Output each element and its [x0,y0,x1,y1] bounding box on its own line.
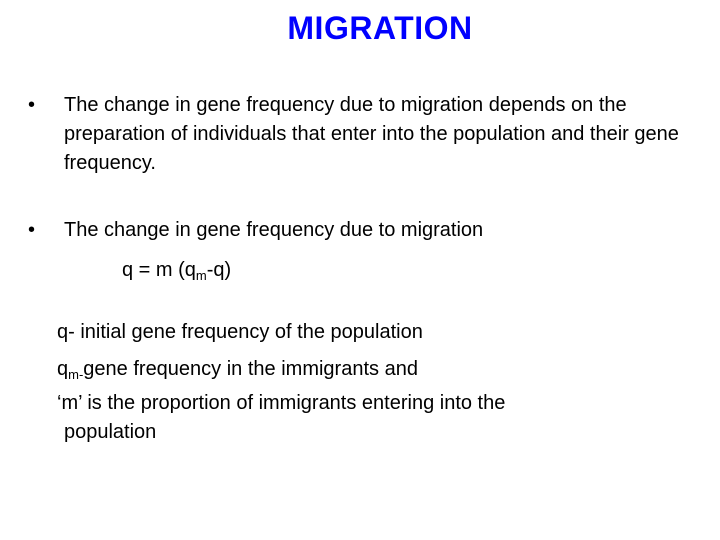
formula-prefix: q = m (q [122,259,196,281]
bullet-1-marker: • [28,94,36,116]
qm-symbol: q [57,358,69,380]
slide-title: MIGRATION [287,10,473,46]
definition-q: q- initial gene frequency of the population [57,321,423,343]
bullet-2-marker: • [28,219,36,241]
formula-suffix: -q) [206,259,232,281]
bullet-1-text: The change in gene frequency due to migration depends on the preparation of individuals that enter into the population and their gene frequency. [64,94,679,174]
qm-subscript: m- [68,367,84,382]
formula-subscript: m [195,268,207,283]
definition-m-line1: ‘m’ is the proportion of immigrants entering into the [57,392,506,414]
definition-m-line2: population [64,421,157,443]
bullet-2-text: The change in gene frequency due to migration [64,219,484,241]
qm-text: gene frequency in the immigrants and [83,358,418,380]
migration-formula [122,256,231,285]
definition-qm [57,355,418,384]
